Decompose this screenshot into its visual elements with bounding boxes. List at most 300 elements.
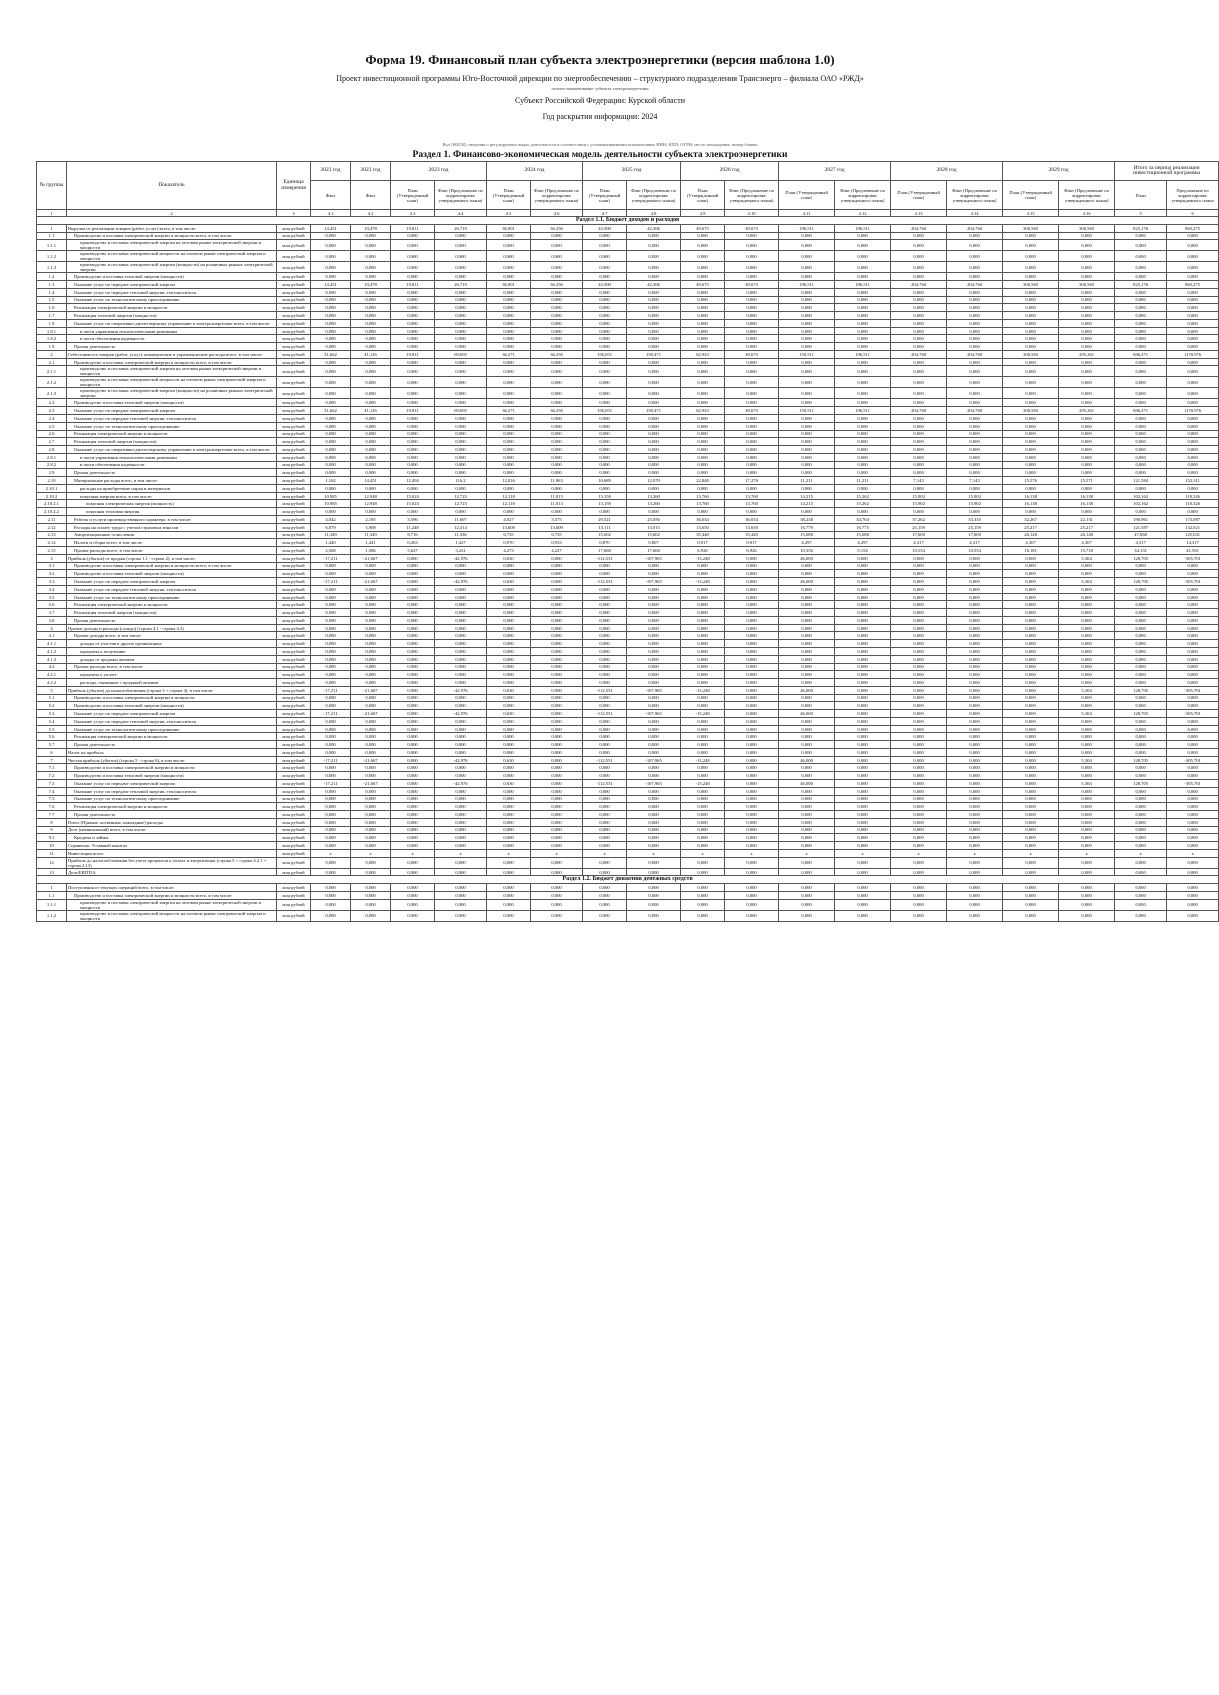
value-cell: 0,000 [487,251,531,262]
value-cell: 15,902 [947,500,1003,508]
value-cell: 0,000 [835,453,891,461]
project-name: Проект инвестиционной программы Юго-Восточной дирекции по энергообеспечению – структурного подразделения Трансэнерго – филиала ОАО «РЖД» [336,74,864,83]
value-cell: 4,317 [947,539,1003,547]
value-cell: 0,000 [351,632,391,640]
row-name: покупная тепловая энергия [67,508,277,516]
value-cell: 0,000 [311,616,351,624]
value-cell: 0,000 [779,818,835,826]
table-row [37,585,1219,593]
table-row [37,671,1219,679]
value-cell: 0,000 [1003,655,1059,663]
value-cell: 0,000 [779,787,835,795]
value-cell: 0,000 [891,312,947,320]
value-cell: 0,000 [835,826,891,834]
value-cell: 0,000 [487,772,531,780]
value-cell: 0,000 [1003,748,1059,756]
value-cell: 0,000 [1115,891,1167,899]
value-cell: 0,000 [435,232,487,240]
value-cell: 0,000 [891,554,947,562]
value-cell: -305,701 [1167,710,1219,718]
value-cell: 0,000 [531,358,583,366]
row-unit: млн рублей [277,554,311,562]
value-cell: 121,584 [1115,477,1167,485]
value-cell: 0,000 [583,764,627,772]
value-cell: 0,000 [487,632,531,640]
value-cell: 16,138 [1003,500,1059,508]
value-cell: 0,000 [1059,570,1115,578]
row-name: доходы от участия в других организациях [67,640,277,648]
value-cell: 0,000 [1059,663,1115,671]
value-cell: 0,000 [947,554,1003,562]
value-cell: -13,248 [681,554,725,562]
table-row [37,240,1219,251]
value-cell: 0,000 [351,868,391,876]
value-cell: 0,000 [947,655,1003,663]
value-cell: 0,000 [583,834,627,842]
value-cell: 0,000 [487,616,531,624]
value-cell: 13,760 [681,492,725,500]
row-unit: млн рублей [277,422,311,430]
value-cell: 0,000 [311,262,351,273]
value-cell: 19,811 [391,350,435,358]
table-row [37,632,1219,640]
value-cell: 0,000 [947,422,1003,430]
value-cell: 0,000 [1059,461,1115,469]
value-cell: 0,000 [1167,772,1219,780]
value-cell: 22,131 [1059,515,1115,523]
value-cell: 0,000 [1003,780,1059,788]
value-cell: 0,000 [583,388,627,399]
value-cell: 0,000 [1115,717,1167,725]
value-cell: 0,000 [891,826,947,834]
value-cell: 0,000 [1115,232,1167,240]
value-cell: 0,000 [891,795,947,803]
value-cell: 0,000 [1167,484,1219,492]
value-cell: 0,000 [1115,868,1167,876]
value-cell: 0,000 [835,616,891,624]
value-cell: 0,000 [1167,570,1219,578]
value-cell: 0,000 [351,818,391,826]
value-cell: 0,000 [725,335,779,343]
value-cell: 0,000 [779,891,835,899]
value-cell: 0,000 [487,803,531,811]
value-cell: -13,248 [681,578,725,586]
value-cell: 0,000 [583,910,627,921]
value-cell: 0,870 [583,539,627,547]
value-cell: 0,000 [1003,663,1059,671]
value-cell: 0,000 [311,733,351,741]
value-cell: 0,000 [725,710,779,718]
value-cell: 0,000 [947,415,1003,423]
value-cell: 0,000 [1115,399,1167,407]
value-cell: 0,000 [779,562,835,570]
value-cell: 0,000 [583,570,627,578]
value-cell: 0,000 [391,891,435,899]
table-row [37,795,1219,803]
row-number: 1.1.1 [37,899,67,910]
value-cell: 128,705 [1115,756,1167,764]
value-cell: 0,000 [627,663,681,671]
value-cell: 0,000 [835,262,891,273]
row-unit: млн рублей [277,477,311,485]
value-cell: 0,000 [435,585,487,593]
value-cell: 0,000 [779,671,835,679]
row-unit: млн рублей [277,899,311,910]
value-cell: 0,000 [725,694,779,702]
value-cell: 0,000 [311,446,351,454]
row-number: 2.8.1 [37,453,67,461]
value-cell: 0,000 [583,304,627,312]
value-cell: 0,000 [947,717,1003,725]
value-cell: 0,000 [391,748,435,756]
row-name: производство и поставка электрической энергии на оптовом рынке электрической энергии и мощности [67,366,277,377]
value-cell: 0,000 [435,288,487,296]
value-cell: 0,000 [531,624,583,632]
value-cell: 0,000 [1059,764,1115,772]
row-unit: млн рублей [277,508,311,516]
value-cell: 0,000 [681,601,725,609]
value-cell: 11,248 [391,523,435,531]
value-cell: 0,000 [725,899,779,910]
table-row [37,407,1219,415]
value-cell: 0,000 [391,578,435,586]
value-cell: 0,000 [947,453,1003,461]
value-cell: 0,000 [947,803,1003,811]
value-cell: 0,000 [1003,772,1059,780]
value-cell: 0,000 [487,296,531,304]
table-row [37,319,1219,327]
value-cell: 0,000 [1115,772,1167,780]
row-number: 2.1 [37,358,67,366]
value-cell: 0,000 [391,725,435,733]
row-name: Кредиты и займы [67,834,277,842]
value-cell: 865,275 [1167,281,1219,289]
value-cell: 0,000 [531,240,583,251]
value-cell: 0,000 [531,647,583,655]
value-cell: 0,000 [1167,388,1219,399]
value-cell: 0,000 [627,335,681,343]
value-cell: 0,000 [311,251,351,262]
value-cell: 0,000 [391,624,435,632]
value-cell: 0,000 [779,273,835,281]
value-cell: 4,027 [487,515,531,523]
value-cell: 0,000 [351,795,391,803]
value-cell: 0,000 [583,803,627,811]
value-cell: 0,000 [779,312,835,320]
value-cell: 0,000 [681,562,725,570]
value-cell: 0,000 [435,910,487,921]
value-cell: 0,000 [531,616,583,624]
value-cell: x [947,849,1003,857]
row-unit: млн рублей [277,733,311,741]
value-cell: 0,000 [1059,438,1115,446]
row-unit: млн рублей [277,748,311,756]
column-index-cell: 4.16 [1059,210,1115,217]
value-cell: 0,000 [435,273,487,281]
value-cell: 0,000 [1003,508,1059,516]
value-cell: 0,000 [947,461,1003,469]
value-cell: 0,000 [531,554,583,562]
value-cell: 0,000 [435,601,487,609]
value-cell: 0,630 [487,780,531,788]
row-number: 11 [37,849,67,857]
table-row [37,477,1219,485]
value-cell: 0,000 [891,803,947,811]
value-cell: 0,000 [835,733,891,741]
table-row [37,415,1219,423]
value-cell: 0,000 [779,377,835,388]
value-cell: 0,000 [351,787,391,795]
value-cell: 0,000 [947,787,1003,795]
value-cell: 0,000 [311,430,351,438]
value-cell: 0,000 [835,484,891,492]
value-cell: 36,256 [531,281,583,289]
value-cell: 0,000 [681,296,725,304]
value-cell: 19,811 [391,224,435,232]
value-cell: 0,000 [891,655,947,663]
value-cell: 0,000 [435,430,487,438]
value-cell: 0,000 [891,438,947,446]
value-cell: 0,000 [391,601,435,609]
value-cell: 0,000 [947,578,1003,586]
value-cell: 0,000 [947,358,1003,366]
value-cell: 6,926 [725,547,779,555]
value-cell: 0,000 [487,484,531,492]
value-cell: 204,760 [891,407,947,415]
value-cell: 0,000 [435,484,487,492]
value-cell: 0,000 [1003,671,1059,679]
value-cell: 0,000 [487,461,531,469]
value-cell: 0,000 [391,857,435,868]
value-cell: 36,271 [487,350,531,358]
row-number: 5.3 [37,710,67,718]
value-cell: 0,000 [681,640,725,648]
value-cell: 152,311 [1167,477,1219,485]
row-name: Налог на прибыль [67,748,277,756]
value-cell: 0,000 [779,240,835,251]
row-name: производство и поставка электрической мощности на оптовом рынке электрической энергии и мощности [67,377,277,388]
value-cell: 0,000 [391,335,435,343]
row-number: 2.12 [37,523,67,531]
value-cell: 0,000 [1059,795,1115,803]
value-cell: 0,000 [391,868,435,876]
value-cell: 0,000 [779,484,835,492]
value-cell: 0,000 [1167,415,1219,423]
row-number: 12 [37,857,67,868]
value-cell: 0,000 [627,616,681,624]
value-cell: -112,551 [583,710,627,718]
value-cell: 0,000 [435,508,487,516]
value-cell: 13,015 [627,523,681,531]
value-cell: 0,000 [627,679,681,687]
value-cell: 0,000 [531,593,583,601]
value-cell: 0,000 [835,296,891,304]
value-cell: 0,000 [725,717,779,725]
value-cell: 0,000 [681,469,725,477]
row-number: 1.1 [37,232,67,240]
row-unit: млн рублей [277,868,311,876]
table-row [37,834,1219,842]
value-cell: 0,000 [531,725,583,733]
value-cell: 0,000 [1003,624,1059,632]
value-cell: 0,000 [725,891,779,899]
value-cell: 0,000 [627,884,681,892]
row-unit: млн рублей [277,562,311,570]
column-index-cell: 4.9 [681,210,725,217]
value-cell: 0,000 [835,640,891,648]
value-cell: 0,000 [487,319,531,327]
value-cell: 0,000 [531,803,583,811]
row-number: 2.8.2 [37,461,67,469]
row-unit: млн рублей [277,884,311,892]
value-cell: 0,000 [725,288,779,296]
table-row [37,811,1219,819]
value-cell: 0,000 [891,319,947,327]
value-cell: 0,000 [779,884,835,892]
value-cell: 0,000 [583,702,627,710]
value-cell: 0,000 [487,358,531,366]
row-unit: млн рублей [277,640,311,648]
value-cell: 156,051 [583,350,627,358]
row-unit: млн рублей [277,461,311,469]
row-number: 2.11 [37,515,67,523]
row-name: Производство и поставка тепловой энергии (мощности) [67,570,277,578]
value-cell: 0,000 [681,422,725,430]
value-cell: 196,511 [835,281,891,289]
table-row [37,787,1219,795]
table-row [37,335,1219,343]
value-cell: 0,000 [1115,671,1167,679]
value-cell: 0,000 [311,453,351,461]
value-cell: 0,000 [835,343,891,351]
value-cell: 0,000 [487,446,531,454]
value-cell: 0,000 [531,508,583,516]
value-cell: 0,000 [487,795,531,803]
value-cell: 0,000 [627,570,681,578]
value-cell: 0,000 [725,562,779,570]
value-cell: 0,000 [531,686,583,694]
value-cell: x [725,849,779,857]
value-cell: 0,000 [725,884,779,892]
value-cell: 0,000 [311,899,351,910]
row-unit: млн рублей [277,756,311,764]
value-cell: 0,000 [531,826,583,834]
value-cell: 0,000 [891,288,947,296]
value-cell: 0,000 [1115,834,1167,842]
row-unit: млн рублей [277,686,311,694]
column-index-cell: 5 [1115,210,1167,217]
value-cell: 0,000 [891,461,947,469]
row-number: 1.1.2 [37,910,67,921]
value-cell: 0,000 [681,304,725,312]
value-cell: 12,118 [487,500,531,508]
value-cell: 11,963 [531,477,583,485]
row-name: Реализация электрической энергии и мощности [67,601,277,609]
value-cell: 0,000 [725,453,779,461]
value-cell: 0,000 [1115,910,1167,921]
value-cell: 0,000 [681,811,725,819]
value-cell: 0,000 [311,640,351,648]
value-cell: 0,000 [681,609,725,617]
value-cell: 0,000 [779,430,835,438]
row-unit: млн рублей [277,679,311,687]
row-unit: млн рублей [277,891,311,899]
value-cell: 0,000 [351,232,391,240]
value-cell: 12,723 [435,500,487,508]
value-cell: 0,000 [725,461,779,469]
value-cell: 0,000 [891,446,947,454]
value-cell: 0,000 [681,795,725,803]
value-cell: 0,000 [1059,312,1115,320]
row-unit: млн рублей [277,232,311,240]
value-cell: 0,000 [627,251,681,262]
table-row [37,772,1219,780]
value-cell: 696,471 [1115,407,1167,415]
value-cell: 0,000 [627,388,681,399]
value-cell: 0,000 [627,624,681,632]
table-row [37,251,1219,262]
value-cell: 0,000 [583,632,627,640]
row-name: производство и поставка электрической энергии (мощности) на розничных рынках электрической энергии [67,262,277,273]
value-cell: 204,760 [891,224,947,232]
value-cell: 0,000 [725,251,779,262]
year-2023c-header: 2023 год [391,162,487,181]
value-cell: 14,317 [1167,539,1219,547]
value-cell: 0,000 [1003,834,1059,842]
row-name: Налоги и сборы всего, в том числе: [67,539,277,547]
sub-header: Факт (Предложение по корректировке утвержденного плана) [435,181,487,210]
value-cell: 0,000 [835,366,891,377]
value-cell: 300,565 [1059,224,1115,232]
value-cell: 132,021 [1167,523,1219,531]
row-number: 1.7 [37,312,67,320]
value-cell: 36,256 [531,407,583,415]
value-cell: 0,000 [531,438,583,446]
row-name: расходы на приобретение сырья и материалов [67,484,277,492]
value-cell: 0,000 [1167,319,1219,327]
row-number: 2.10.2.1 [37,500,67,508]
row-unit: млн рублей [277,240,311,251]
value-cell: 0,000 [351,240,391,251]
value-cell: 0,000 [487,624,531,632]
value-cell: 0,000 [435,655,487,663]
value-cell: 0,000 [311,601,351,609]
value-cell: 0,000 [1167,671,1219,679]
value-cell: 26,719 [435,281,487,289]
value-cell: 0,000 [1115,616,1167,624]
value-cell: 0,000 [627,811,681,819]
row-unit: млн рублей [277,570,311,578]
row-number: 8 [37,818,67,826]
table-row [37,578,1219,586]
row-unit: млн рублей [277,366,311,377]
value-cell: 0,000 [1115,694,1167,702]
value-cell: 0,000 [435,262,487,273]
value-cell: 0,000 [1115,818,1167,826]
value-cell: 4,297 [835,539,891,547]
value-cell: 0,000 [1167,358,1219,366]
row-name: Direct (Прямые, косвенные, накладные) расходы [67,818,277,826]
value-cell: 0,000 [583,826,627,834]
value-cell: 0,000 [627,469,681,477]
value-cell: 0,000 [531,262,583,273]
value-cell: 11,013 [531,500,583,508]
row-unit: млн рублей [277,741,311,749]
value-cell: 0,000 [835,663,891,671]
value-cell: 0,000 [725,741,779,749]
value-cell: 0,000 [681,430,725,438]
value-cell: 0,000 [391,585,435,593]
